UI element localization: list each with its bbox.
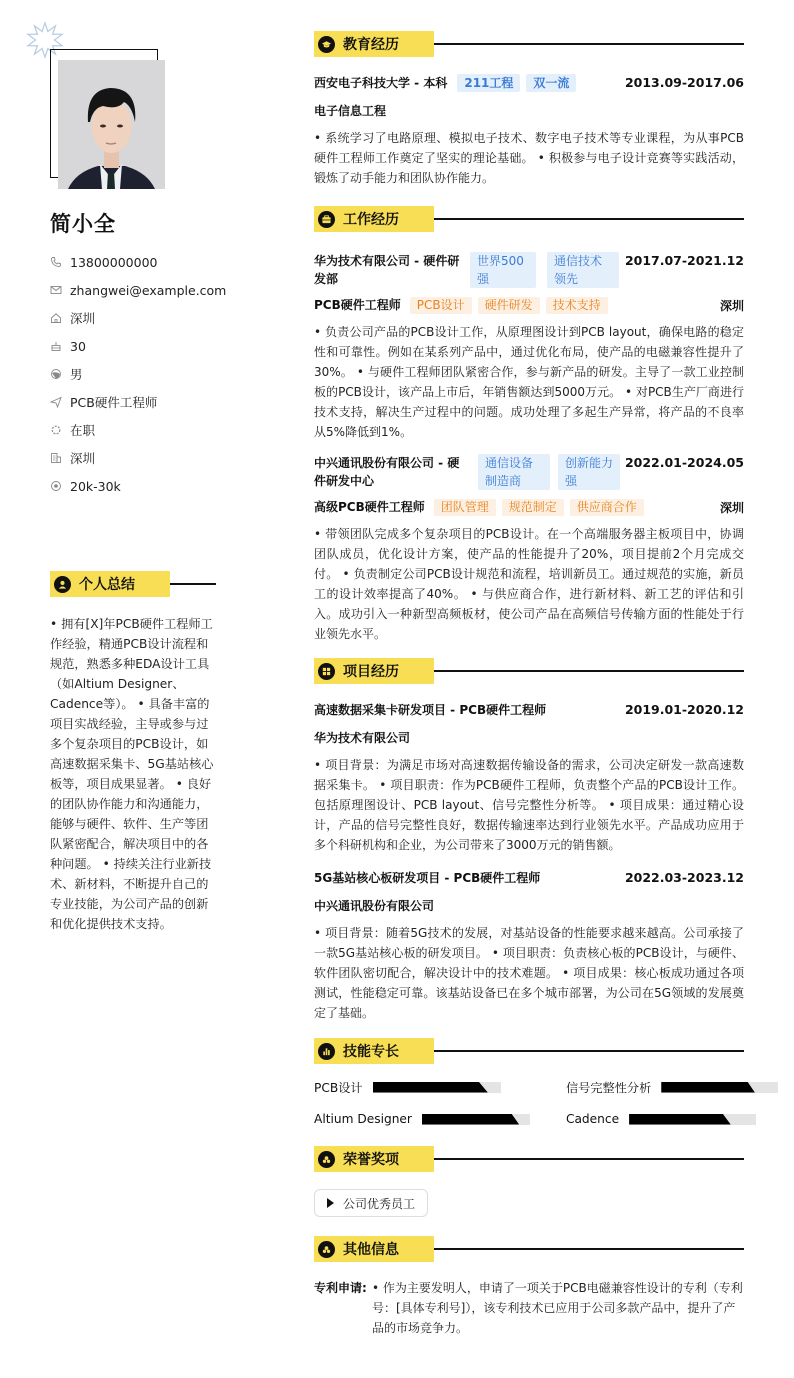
school-name: 西安电子科技大学 - 本科	[314, 76, 448, 90]
skill-label: Cadence	[565, 1112, 620, 1126]
city-value: 深圳	[70, 311, 96, 326]
company-tag: 通信设备制造商	[478, 454, 550, 490]
honor-label: 公司优秀员工	[343, 1196, 416, 1211]
award-icon	[318, 1241, 335, 1258]
skills-section	[314, 1038, 744, 1128]
gender-icon	[50, 368, 62, 380]
main-content	[314, 31, 744, 1338]
home-icon	[50, 312, 62, 324]
award-icon	[318, 1151, 335, 1168]
work-section	[314, 206, 744, 644]
company-name: 华为技术有限公司 - 硬件研发部	[314, 254, 460, 286]
salary-icon	[50, 480, 62, 492]
project-name: 5G基站核心板研发项目 - PCB硬件工程师	[314, 871, 541, 885]
skills-section-header	[314, 1038, 744, 1064]
project-entry	[314, 701, 744, 855]
project-date: 2022.03-2023.12	[624, 870, 744, 885]
other-section	[314, 1236, 744, 1338]
other-section-header	[314, 1236, 744, 1262]
honor-item	[314, 1189, 428, 1217]
work-location: 深圳	[719, 298, 744, 313]
age-value: 30	[70, 338, 86, 354]
info-position	[50, 388, 280, 416]
candidate-name: 简小全	[50, 212, 116, 236]
avatar	[58, 60, 165, 189]
skill-label: Altium Designer	[314, 1112, 412, 1126]
gender-value: 男	[70, 367, 83, 382]
mail-icon	[50, 284, 62, 296]
summary-text: • 拥有[X]年PCB硬件工程师工作经验，精通PCB设计流程和规范，熟悉多种EDA设计工具（如Altium Designer、Cadence等）。 • 具备丰富的项目实战经验，主导或参与过多个复杂项目的PCB设计，如高速数据采集卡、5G基站核心板等，项目成果显著。 • 良好的团队协作能力和沟通能力，能够与硬件、软件、生产等团队紧密配合，解决项目中的各种问题。 • 持续关注行业新技术、新材料，不断提升自己的专业技能，为公司产品的创新和优化提供技术支持。	[50, 617, 214, 931]
major: 电子信息工程	[314, 104, 387, 118]
school-tag: 211工程	[457, 74, 520, 92]
other-label: 专利申请:	[314, 1281, 367, 1295]
other-item	[314, 1278, 744, 1338]
skill-item	[566, 1110, 778, 1128]
bar-chart-icon	[318, 1043, 335, 1060]
company-tag: 创新能力强	[558, 454, 620, 490]
project-entry	[314, 869, 744, 1023]
skill-bar	[373, 1082, 501, 1093]
education-section-header	[314, 31, 744, 57]
skill-bar	[661, 1082, 778, 1093]
company-tag: 世界500强	[470, 252, 536, 288]
target-city-value: 深圳	[70, 451, 96, 466]
projects-section	[314, 658, 744, 1023]
status-icon	[50, 424, 62, 436]
skill-label: 信号完整性分析	[565, 1080, 652, 1095]
work-date: 2017.07-2021.12	[624, 253, 744, 268]
job-role: PCB硬件工程师	[314, 298, 401, 312]
graduation-cap-icon	[318, 36, 335, 53]
skills-title: 技能专长	[343, 1044, 399, 1060]
email-value: zhangwei@example.com	[70, 282, 227, 298]
company-name: 中兴通讯股份有限公司 - 硬件研发中心	[314, 456, 460, 488]
project-desc: • 项目背景：随着5G技术的发展，对基站设备的性能要求越来越高。公司承接了一款5G基站核心板的研发项目。 • 项目职责：负责核心板的PCB设计，与硬件、软件团队密切配合，解决设计中的技术难题。 • 项目成果：核心板成功通过各项测试，性能稳定可靠。该基站设备已在多个城市部署，为公司在5G领域的发展奠定了基础。	[314, 926, 744, 1020]
position-value: PCB硬件工程师	[70, 395, 158, 410]
skill-item	[566, 1078, 778, 1096]
other-title: 其他信息	[343, 1242, 399, 1258]
work-entry	[314, 454, 744, 644]
other-text: • 作为主要发明人，申请了一项关于PCB电磁兼容性设计的专利（专利号：[具体专利号]），该专利技术已应用于公司多款产品中，提升了产品的市场竞争力。	[372, 1281, 743, 1335]
info-salary	[50, 472, 280, 500]
skill-label: PCB设计	[314, 1080, 363, 1095]
education-section	[314, 31, 744, 188]
salary-value: 20k-30k	[70, 478, 121, 494]
skill-tag: PCB设计	[410, 297, 472, 314]
info-email	[50, 276, 280, 304]
cake-icon	[50, 340, 62, 352]
project-desc: • 项目背景：为满足市场对高速数据传输设备的需求，公司决定研发一款高速数据采集卡。 • 项目职责：作为PCB硬件工程师，负责整个产品的PCB设计工作。包括原理图设计、PCB layout、信号完整性分析等。 • 项目成果：通过精心设计，产品的信号完整性良好，数据传输速率达到行业领先水平。产品成功应用于多个科研机构和企业，为公司带来了3000万元的销售额。	[314, 758, 744, 852]
skills-grid	[314, 1078, 744, 1128]
education-entry	[314, 74, 744, 188]
project-company: 中兴通讯股份有限公司	[314, 899, 435, 913]
projects-section-header	[314, 658, 744, 684]
info-target-city	[50, 444, 280, 472]
info-gender	[50, 360, 280, 388]
sidebar	[0, 0, 300, 1378]
skill-bar	[629, 1114, 756, 1125]
status-value: 在职	[70, 423, 96, 438]
user-icon	[54, 576, 71, 593]
education-title: 教育经历	[343, 37, 399, 53]
info-status	[50, 416, 280, 444]
skill-tag: 技术支持	[546, 297, 608, 314]
work-title: 工作经历	[343, 212, 399, 228]
send-icon	[50, 396, 62, 408]
phone-icon	[50, 256, 62, 268]
info-phone	[50, 248, 280, 276]
contact-info-list	[50, 248, 280, 500]
skill-tag: 供应商合作	[570, 499, 644, 516]
skill-item	[314, 1110, 530, 1128]
honors-section	[314, 1146, 744, 1217]
company-tag: 通信技术领先	[547, 252, 619, 288]
building-icon	[50, 452, 62, 464]
work-desc: • 带领团队完成多个复杂项目的PCB设计。在一个高端服务器主板项目中，协调团队成员，优化设计方案，使产品的性能提升了20%，项目提前2个月完成交付。 • 负责制定公司PCB设计规范和流程，培训新员工。通过规范的实施，新员工的设计效率提高了40%。 • 与供应商合作，进行新材料、新工艺的评估和引入。成功引入一种新型高频板材，使公司产品在高频信号传输方面的性能处于行业领先水平。	[314, 527, 744, 641]
work-desc: • 负责公司产品的PCB设计工作，从原理图设计到PCB layout，确保电路的稳定性和可靠性。例如在某系列产品中，通过优化布局，使产品的电磁兼容性提升了30%。 • 与硬件工程师团队紧密合作，参与新产品的研发。主导了一款工业控制板的PCB设计，该产品上市后，年销售额达到5000万元。 • 对PCB生产厂商进行技术支持，解决生产过程中的问题。成功处理了多起生产异常，将产品的不良率从5%降低到1%。	[314, 325, 744, 439]
skill-tag: 硬件研发	[478, 297, 540, 314]
skill-bar	[422, 1114, 530, 1125]
projects-title: 项目经历	[343, 664, 399, 680]
job-role: 高级PCB硬件工程师	[314, 500, 425, 514]
play-icon	[327, 1198, 334, 1208]
work-entry	[314, 252, 744, 442]
work-location: 深圳	[719, 500, 744, 515]
project-name: 高速数据采集卡研发项目 - PCB硬件工程师	[314, 703, 547, 717]
school-tag: 双一流	[526, 74, 576, 92]
honors-title: 荣誉奖项	[343, 1152, 399, 1168]
education-date: 2013.09-2017.06	[624, 75, 744, 90]
skill-tag: 团队管理	[434, 499, 496, 516]
work-section-header	[314, 206, 744, 232]
education-desc: • 系统学习了电路原理、模拟电子技术、数字电子技术等专业课程，为从事PCB硬件工程师工作奠定了坚实的理论基础。 • 积极参与电子设计竞赛等实践活动，锻炼了动手能力和团队协作能力。	[314, 131, 744, 185]
grid-icon	[318, 663, 335, 680]
skill-item	[314, 1078, 530, 1096]
honors-section-header	[314, 1146, 744, 1172]
work-date: 2022.01-2024.05	[624, 455, 744, 470]
briefcase-icon	[318, 211, 335, 228]
skill-tag: 规范制定	[502, 499, 564, 516]
phone-value: 13800000000	[70, 254, 158, 270]
project-date: 2019.01-2020.12	[624, 702, 744, 717]
summary-title: 个人总结	[79, 577, 135, 593]
info-age	[50, 332, 280, 360]
project-company: 华为技术有限公司	[314, 731, 411, 745]
info-city	[50, 304, 280, 332]
summary-section-header	[50, 571, 216, 597]
